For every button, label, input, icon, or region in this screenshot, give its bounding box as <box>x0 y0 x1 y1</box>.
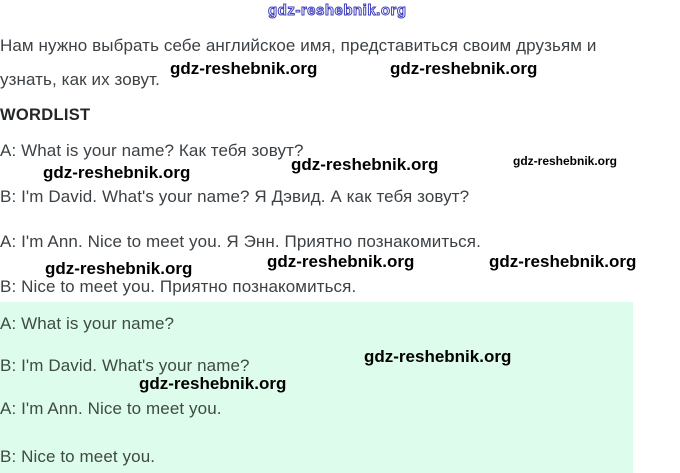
site-watermark: gdz-reshebnik.org <box>364 347 512 366</box>
answer-line-b1: B: I'm David. What's your name? <box>0 356 250 375</box>
wordlist-line-b1: B: I'm David. What's your name? Я Дэвид. А как тебя зовут? <box>0 187 470 206</box>
site-watermark: gdz-reshebnik.org <box>45 259 193 278</box>
answer-line-b2: B: Nice to meet you. <box>0 447 156 466</box>
site-watermark: gdz-reshebnik.org <box>170 59 318 78</box>
site-watermark: gdz-reshebnik.org <box>139 374 287 393</box>
wordlist-line-b2: B: Nice to meet you. Приятно познакомиться. <box>0 277 357 296</box>
site-watermark: gdz-reshebnik.org <box>291 155 439 174</box>
site-watermark-outline: gdz-reshebnik.org <box>268 2 407 19</box>
site-watermark: gdz-reshebnik.org <box>267 252 415 271</box>
intro-line-1: Нам нужно выбрать себе английское имя, представиться своим друзьям и <box>0 36 597 55</box>
site-watermark: gdz-reshebnik.org <box>390 59 538 78</box>
wordlist-heading: WORDLIST <box>0 106 91 124</box>
site-watermark: gdz-reshebnik.org <box>43 163 191 182</box>
site-watermark: gdz-reshebnik.org <box>489 252 637 271</box>
site-watermark-small: gdz-reshebnik.org <box>513 154 618 168</box>
answer-line-a2: A: I'm Ann. Nice to meet you. <box>0 399 222 418</box>
answer-line-a1: A: What is your name? <box>0 314 175 333</box>
intro-line-2: узнать, как их зовут. <box>0 70 160 89</box>
wordlist-line-a1: A: What is your name? Как тебя зовут? <box>0 141 304 160</box>
wordlist-line-a2: A: I'm Ann. Nice to meet you. Я Энн. Приятно познакомиться. <box>0 232 481 251</box>
